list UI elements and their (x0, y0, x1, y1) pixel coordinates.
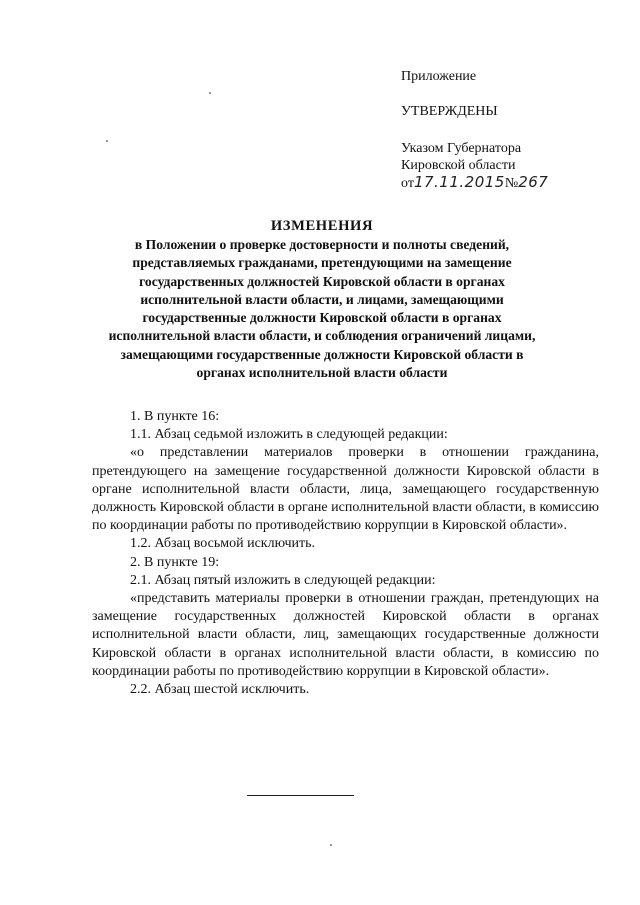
paragraph-5: 2. В пункте 19: (130, 554, 220, 570)
approved-label: УТВЕРЖДЕНЫ (401, 104, 498, 119)
paragraph-8: 2.2. Абзац шестой исключить. (130, 682, 310, 698)
appendix-label: Приложение (401, 69, 477, 84)
paragraph-6: 2.1. Абзац пятый изложить в следующей редакции: (130, 572, 436, 588)
document-title: ИЗМЕНЕНИЯ (270, 218, 374, 234)
document-subtitle: в Положении о проверке достоверности и полноты сведений, представляемых гражданами, претендующими на замещение государственных должностей Кировской области в органах исполнительной власти области, и лицами, замещающими государственные должности Кировской области в органах исполнительной власти области, и соблюдения ограничений лицами, замещающими государственные должности Кировской области в органах исполнительной власти области (108, 237, 536, 381)
scan-speck (106, 140, 108, 142)
scan-speck (209, 92, 211, 94)
document-body (92, 408, 599, 699)
date-prefix: от (401, 176, 414, 191)
paragraph-3: «о представлении материалов проверки в отношении гражданина, претендующего на замещение государственной должности Кировской области в органе исполнительной власти области, лица, замещающего государственную должность Кировской области в органе исполнительной власти области, в комиссию по координации работы по противодействию коррупции в Кировской области». (92, 445, 599, 534)
paragraph-2: 1.1. Абзац седьмой изложить в следующей редакции: (130, 427, 448, 443)
closing-divider (247, 795, 354, 796)
paragraph-1: 1. В пункте 16: (130, 409, 220, 424)
scan-speck (330, 844, 332, 846)
handwritten-date: 17.11.2015 (413, 173, 505, 191)
handwritten-number: 267 (518, 173, 549, 191)
approval-block (401, 68, 548, 192)
decree-line-2: Кировской области (401, 158, 516, 173)
number-sign: № (504, 176, 519, 191)
decree-date-line (401, 174, 548, 192)
paragraph-7: «представить материалы проверки в отношении граждан, претендующих на замещение государственных должностей Кировской области в органах исполнительной власти области, лиц, замещающих государственные должности Кировской области в органах исполнительной власти области, в комиссию по координации работы по противодействию коррупции в Кировской области». (92, 591, 599, 679)
paragraph-4: 1.2. Абзац восьмой исключить. (130, 536, 316, 552)
decree-line-1: Указом Губернатора (401, 141, 522, 156)
